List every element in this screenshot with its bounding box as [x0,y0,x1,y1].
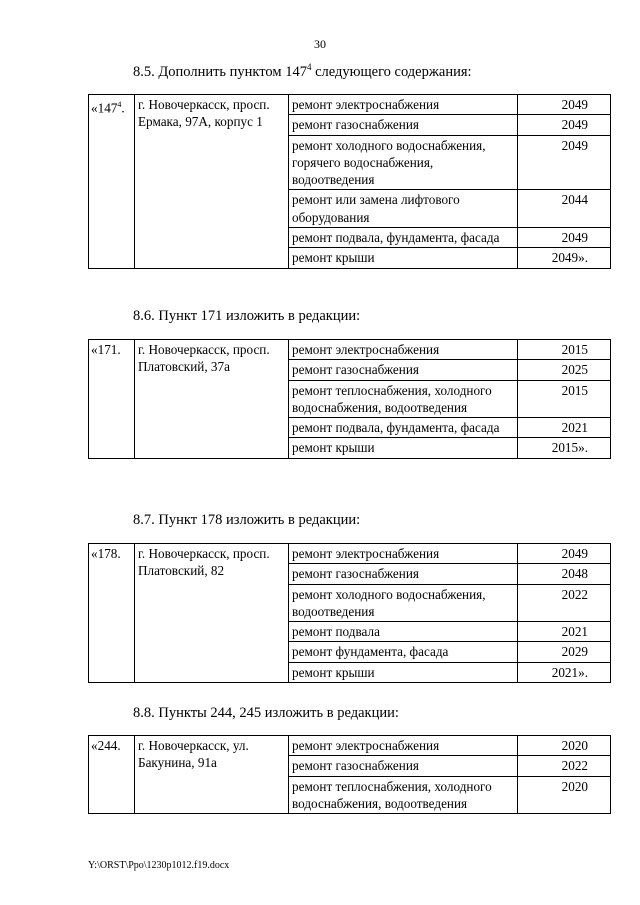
work-year: 2021 [518,622,611,642]
work-year: 2022 [518,756,611,776]
work-name: ремонт электроснабжения [289,544,518,564]
work-name: ремонт холодного водоснабжения, горячего водоснабжения, водоотведения [289,135,518,190]
work-name: ремонт подвала, фундамента, фасада [289,418,518,438]
work-name: ремонт электроснабжения [289,95,518,115]
work-year: 2049 [518,95,611,115]
work-year: 2049 [518,115,611,135]
work-year: 2029 [518,642,611,662]
work-name: ремонт электроснабжения [289,340,518,360]
item-number: «244. [89,736,135,814]
section-heading [133,308,360,325]
work-year: 2015 [518,340,611,360]
work-name: ремонт или замена лифтового оборудования [289,190,518,228]
page-number: 30 [314,37,326,51]
work-name: ремонт газоснабжения [289,756,518,776]
work-year: 2048 [518,564,611,584]
work-name: ремонт подвала, фундамента, фасада [289,228,518,248]
heading-text: 8.5. Дополнить пунктом 147 [133,63,307,80]
work-name: ремонт газоснабжения [289,564,518,584]
work-year: 2020 [518,736,611,756]
item-number: «171. [89,340,135,459]
item-table [88,543,611,683]
item-number: «178. [89,544,135,683]
work-name: ремонт фундамента, фасада [289,642,518,662]
heading-text-tail: следующего содержания: [311,63,472,80]
table-row [89,95,611,115]
item-table [88,339,611,459]
section-heading [133,512,360,529]
footer-file-path: Y:\ORST\Ppo\1230p1012.f19.docx [88,860,230,871]
table-row [89,544,611,564]
table-row [89,340,611,360]
work-name: ремонт подвала [289,622,518,642]
item-address: г. Новочеркасск, просп. Платовский, 82 [135,544,289,683]
item-address: г. Новочеркасск, просп. Платовский, 37а [135,340,289,459]
work-name: ремонт крыши [289,438,518,458]
work-name: ремонт электроснабжения [289,736,518,756]
work-name: ремонт газоснабжения [289,360,518,380]
work-year: 2049 [518,228,611,248]
work-name: ремонт теплоснабжения, холодного водоснабжения, водоотведения [289,776,518,814]
section-heading [133,705,399,722]
heading-text: 8.7. Пункт 178 изложить в редакции: [133,512,361,528]
item-table [88,94,611,269]
work-name: ремонт газоснабжения [289,115,518,135]
table-row [89,736,611,756]
work-year: 2025 [518,360,611,380]
work-name: ремонт холодного водоснабжения, водоотведения [289,584,518,622]
item-table [88,735,611,814]
work-year: 2049 [518,135,611,190]
work-year: 2021». [518,662,611,682]
section-heading [133,62,472,81]
work-year: 2044 [518,190,611,228]
work-year: 2015». [518,438,611,458]
work-name: ремонт теплоснабжения, холодного водоснабжения, водоотведения [289,380,518,418]
work-year: 2022 [518,584,611,622]
heading-text: 8.8. Пункты 244, 245 изложить в редакции: [133,705,399,721]
item-number: «$147^4$. [89,95,135,269]
item-address: г. Новочеркасск, просп. Ермака, 97А, корпус 1 [135,95,289,269]
work-year: 2015 [518,380,611,418]
item-address: г. Новочеркасск, ул. Бакунина, 91а [135,736,289,814]
work-year: 2021 [518,418,611,438]
work-year: 2049 [518,544,611,564]
heading-text: 8.6. Пункт 171 изложить в редакции: [133,308,361,324]
work-year: 2049». [518,248,611,268]
work-year: 2020 [518,776,611,814]
work-name: ремонт крыши [289,662,518,682]
heading-superscript: 4 [306,62,312,72]
work-name: ремонт крыши [289,248,518,268]
